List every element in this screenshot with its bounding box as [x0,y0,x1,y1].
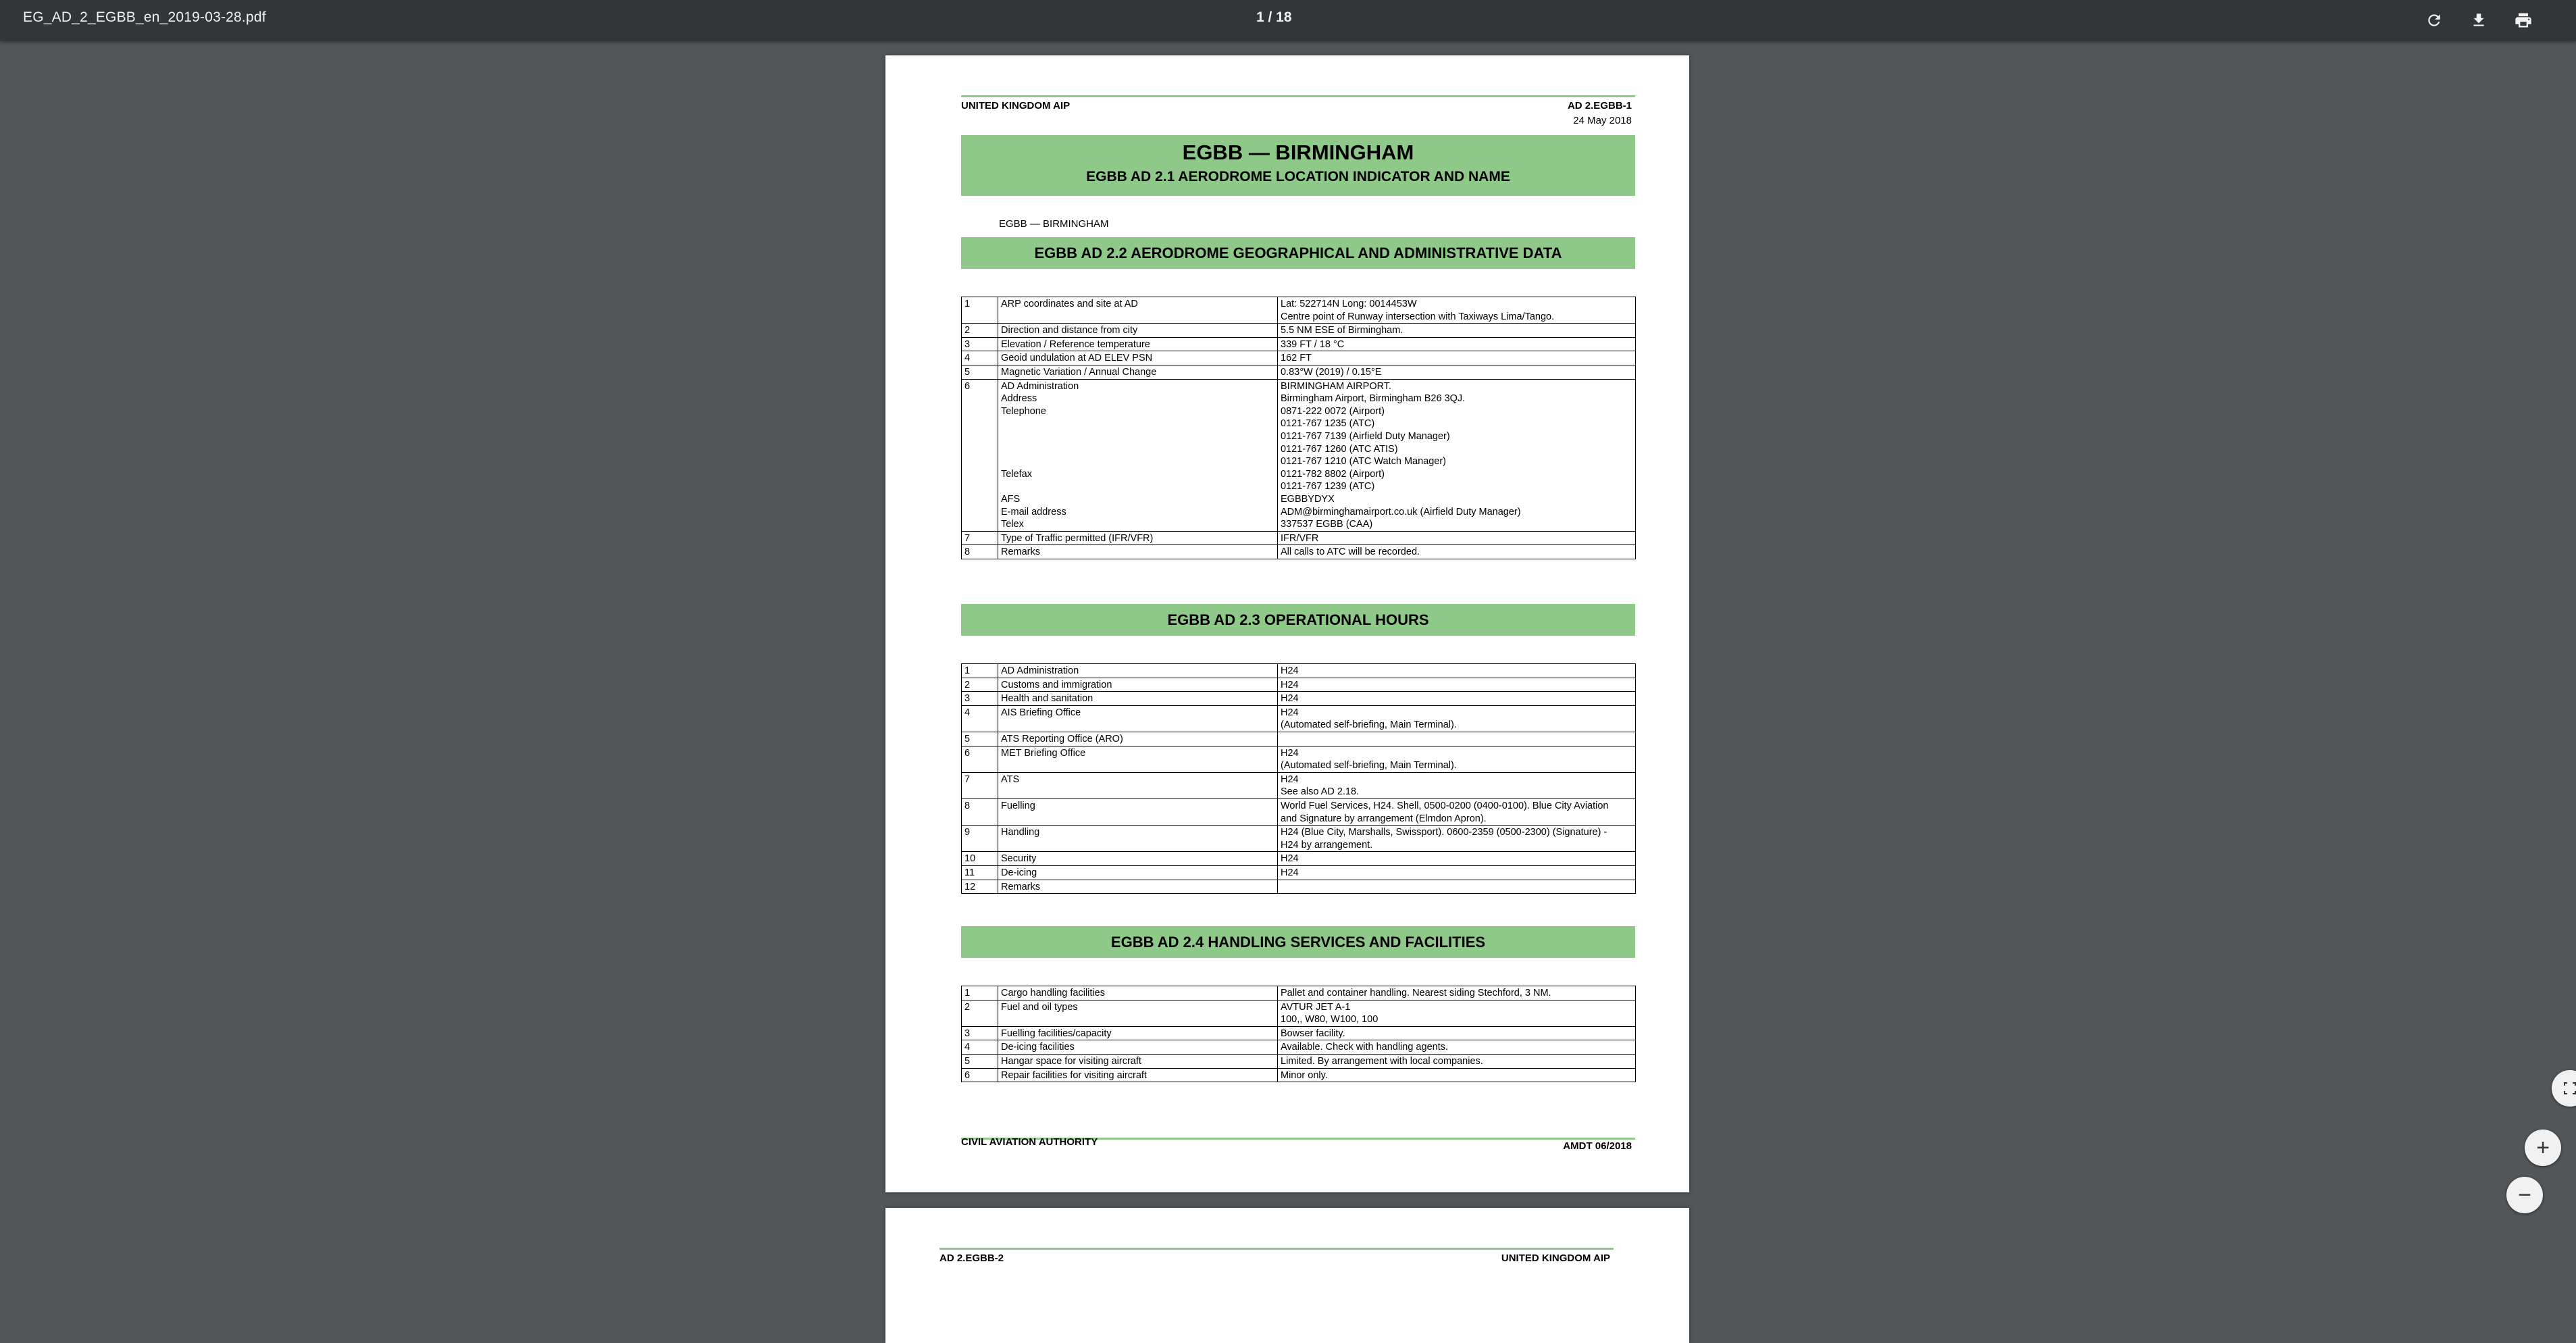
label-line: ATS [1001,774,1020,785]
label-line: Direction and distance from city [1001,325,1138,336]
value-line: 0871-222 0072 (Airport) [1281,405,1385,417]
geo-admin-table [961,297,1636,559]
value-line: Centre point of Runway intersection with Taxiways Lima/Tango. [1281,311,1555,322]
row-label [998,379,1278,531]
page2-header-right: UNITED KINGDOM AIP [1501,1252,1610,1264]
row-number: 1 [962,664,998,678]
label-line [1001,455,1274,468]
row-value [1278,692,1636,706]
row-label [998,351,1278,365]
row-number: 6 [962,746,998,772]
rotate-button[interactable] [2419,5,2449,35]
row-value [1278,852,1636,866]
table-row [962,365,1636,379]
zoom-in-button[interactable] [2525,1130,2561,1166]
section-2-3-heading: EGBB AD 2.3 OPERATIONAL HOURS [961,604,1635,636]
pdf-toolbar [0,0,2576,41]
label-line: E-mail address [1001,506,1066,517]
download-button[interactable] [2464,5,2494,35]
row-value [1278,297,1636,324]
label-line: Hangar space for visiting aircraft [1001,1055,1141,1067]
label-line [1001,443,1274,456]
row-label [998,337,1278,351]
label-line: Telefax [1001,468,1032,480]
row-label [998,1040,1278,1055]
label-line: Address [1001,393,1037,405]
title-band [961,135,1635,196]
row-label [998,732,1278,746]
row-value [1278,705,1636,732]
footer-left: CIVIL AVIATION AUTHORITY [961,1136,1098,1148]
row-number: 7 [962,531,998,545]
print-icon [2514,11,2533,30]
value-line: Minor only. [1281,1069,1328,1081]
label-line: Remarks [1001,881,1041,892]
row-label [998,692,1278,706]
row-value [1278,799,1636,825]
table-row [962,337,1636,351]
label-line: De-icing [1001,867,1037,878]
row-number: 4 [962,1040,998,1055]
label-line: MET Briefing Office [1001,747,1086,759]
label-line: AD Administration [1001,665,1079,676]
value-line: H24 [1281,747,1299,759]
value-line: BIRMINGHAM AIRPORT. [1281,380,1392,392]
table-row [962,379,1636,531]
table-row [962,852,1636,866]
table-row [962,799,1636,825]
row-value [1278,351,1636,365]
row-value [1278,1026,1636,1040]
row-number: 8 [962,545,998,559]
row-value [1278,379,1636,531]
value-line: Bowser facility. [1281,1028,1345,1039]
row-label [998,772,1278,799]
row-value [1278,678,1636,692]
table-row [962,1000,1636,1026]
row-label [998,297,1278,324]
row-label [998,678,1278,692]
label-line: Telex [1001,519,1024,530]
row-value [1278,531,1636,545]
footer-right: AMDT 06/2018 [1563,1140,1632,1152]
row-label [998,705,1278,732]
label-line: AIS Briefing Office [1001,707,1081,718]
page2-header-rule [939,1248,1614,1250]
row-number: 11 [962,865,998,880]
table-row [962,297,1636,324]
value-line: H24 [1281,853,1299,865]
row-value [1278,1040,1636,1055]
value-line [1281,733,1632,746]
row-label [998,826,1278,852]
row-value [1278,1000,1636,1026]
value-line: 0121-767 1260 (ATC ATIS) [1281,443,1398,455]
row-value [1278,732,1636,746]
label-line: Handling [1001,827,1040,838]
pdf-page-2 [885,1208,1689,1343]
table-row [962,732,1636,746]
value-line: H24 [1281,665,1299,676]
fit-page-button[interactable] [2552,1070,2576,1107]
row-label [998,799,1278,825]
table-row [962,545,1636,559]
row-number: 3 [962,1026,998,1040]
value-line: 0121-767 1239 (ATC) [1281,481,1375,492]
page-title: EGBB — BIRMINGHAM [1182,141,1414,164]
value-line: 0121-767 1210 (ATC Watch Manager) [1281,456,1447,467]
label-line: Type of Traffic permitted (IFR/VFR) [1001,532,1154,544]
table-row [962,692,1636,706]
header-right: AD 2.EGBB-1 [1567,100,1632,111]
label-line: De-icing facilities [1001,1042,1075,1053]
value-line: H24 [1281,693,1299,705]
row-label [998,986,1278,1000]
row-label [998,545,1278,559]
value-line: 100,, W80, W100, 100 [1281,1014,1379,1025]
row-number: 12 [962,880,998,894]
row-value [1278,746,1636,772]
row-label [998,1026,1278,1040]
value-line: Lat: 522714N Long: 0014453W [1281,299,1417,309]
value-line: H24 [1281,867,1299,878]
row-value [1278,1068,1636,1082]
value-line: Pallet and container handling. Nearest siding Stechford, 3 NM. [1281,988,1551,998]
row-number: 5 [962,1054,998,1068]
value-line: 337537 EGBB (CAA) [1281,519,1373,530]
zoom-out-button[interactable] [2506,1177,2543,1213]
row-label [998,852,1278,866]
row-value [1278,986,1636,1000]
pdf-page-1 [885,55,1689,1192]
row-number: 6 [962,379,998,531]
document-title: EG_AD_2_EGBB_en_2019-03-28.pdf [23,9,266,25]
value-line: 0.83°W (2019) / 0.15°E [1281,366,1382,378]
table-row [962,1054,1636,1068]
zoom-out-icon: − [2518,1182,2531,1208]
label-line: Fuelling facilities/capacity [1001,1028,1112,1039]
label-line: AFS [1001,493,1021,505]
value-line: H24 (Blue City, Marshalls, Swissport). 0600-2359 (0500-2300) (Signature) - [1281,827,1607,838]
label-line: Security [1001,853,1037,865]
row-label [998,865,1278,880]
handling-services-table [961,986,1636,1082]
value-line [1281,881,1632,894]
label-line [1001,417,1274,430]
row-number: 3 [962,692,998,706]
label-line: AD Administration [1001,380,1079,392]
section-2-4-heading: EGBB AD 2.4 HANDLING SERVICES AND FACILITIES [961,926,1635,958]
row-label [998,324,1278,338]
row-value [1278,337,1636,351]
table-row [962,705,1636,732]
print-button[interactable] [2508,5,2538,35]
download-icon [2470,11,2488,29]
table-row [962,1040,1636,1055]
row-number: 3 [962,337,998,351]
table-row [962,1026,1636,1040]
label-line: Elevation / Reference temperature [1001,338,1150,350]
table-row [962,1068,1636,1082]
value-line: Limited. By arrangement with local companies. [1281,1055,1483,1067]
label-line: Telephone [1001,405,1046,417]
section-2-2-heading: EGBB AD 2.2 AERODROME GEOGRAPHICAL AND ADMINISTRATIVE DATA [961,237,1635,269]
row-number: 2 [962,678,998,692]
label-line [1001,430,1274,443]
row-number: 10 [962,852,998,866]
value-line: (Automated self-briefing, Main Terminal). [1281,719,1457,731]
row-number: 8 [962,799,998,825]
value-line: and Signature by arrangement (Elmdon Apron). [1281,813,1487,824]
table-row [962,678,1636,692]
value-line: 0121-767 1235 (ATC) [1281,418,1375,430]
row-value [1278,365,1636,379]
value-line: Birmingham Airport, Birmingham B26 3QJ. [1281,393,1466,405]
value-line: 0121-782 8802 (Airport) [1281,468,1385,480]
table-row [962,531,1636,545]
value-line: World Fuel Services, H24. Shell, 0500-0200 (0400-0100). Blue City Aviation [1281,800,1609,811]
row-label [998,365,1278,379]
zoom-in-icon: + [2536,1134,2550,1161]
value-line: H24 by arrangement. [1281,839,1373,851]
value-line: All calls to ATC will be recorded. [1281,547,1420,558]
table-row [962,865,1636,880]
value-line: 162 FT [1281,353,1312,364]
row-number: 1 [962,297,998,324]
label-line [1001,480,1274,493]
row-value [1278,664,1636,678]
header-rule [961,95,1635,97]
row-label [998,1054,1278,1068]
location-name: EGBB — BIRMINGHAM [999,218,1109,230]
value-line: EGBBYDYX [1281,493,1335,505]
label-line: Repair facilities for visiting aircraft [1001,1069,1147,1081]
value-line: (Automated self-briefing, Main Terminal). [1281,760,1457,771]
row-number: 1 [962,986,998,1000]
row-value [1278,865,1636,880]
table-row [962,772,1636,799]
label-line: Magnetic Variation / Annual Change [1001,366,1157,378]
value-line: H24 [1281,707,1299,718]
label-line: ARP coordinates and site at AD [1001,299,1138,309]
row-number: 5 [962,365,998,379]
value-line: 5.5 NM ESE of Birmingham. [1281,325,1403,336]
row-label [998,746,1278,772]
label-line: Customs and immigration [1001,679,1112,690]
row-value [1278,545,1636,559]
value-line: AVTUR JET A-1 [1281,1001,1351,1013]
row-label [998,1000,1278,1026]
row-number: 2 [962,1000,998,1026]
row-number: 9 [962,826,998,852]
label-line: Fuelling [1001,800,1035,811]
table-row [962,880,1636,894]
label-line: Remarks [1001,547,1041,558]
value-line: Available. Check with handling agents. [1281,1042,1449,1053]
header-left: UNITED KINGDOM AIP [961,100,1071,111]
row-label [998,1068,1278,1082]
row-value [1278,1054,1636,1068]
row-label [998,880,1278,894]
row-label [998,531,1278,545]
value-line: ADM@birminghamairport.co.uk (Airfield Duty Manager) [1281,506,1521,517]
value-line: 339 FT / 18 °C [1281,338,1345,350]
section-2-1-heading: EGBB AD 2.1 AERODROME LOCATION INDICATOR AND NAME [1086,169,1510,184]
header-date: 24 May 2018 [1573,115,1632,126]
row-value [1278,772,1636,799]
row-number: 4 [962,351,998,365]
page-indicator[interactable]: 1 / 18 [1256,9,1292,25]
table-row [962,826,1636,852]
table-row [962,746,1636,772]
value-line: 0121-767 7139 (Airfield Duty Manager) [1281,430,1450,442]
table-row [962,986,1636,1000]
label-line: ATS Reporting Office (ARO) [1001,733,1123,744]
row-number: 5 [962,732,998,746]
row-number: 7 [962,772,998,799]
row-number: 4 [962,705,998,732]
row-label [998,664,1278,678]
row-number: 2 [962,324,998,338]
operational-hours-table [961,663,1636,894]
table-row [962,324,1636,338]
fit-page-icon [2562,1080,2576,1096]
label-line: Health and sanitation [1001,693,1093,705]
value-line: H24 [1281,774,1299,785]
value-line: IFR/VFR [1281,532,1319,544]
row-value [1278,826,1636,852]
rotate-icon [2425,11,2443,29]
row-value [1278,324,1636,338]
table-row [962,351,1636,365]
value-line: H24 [1281,679,1299,690]
label-line: Cargo handling facilities [1001,988,1105,998]
label-line: Fuel and oil types [1001,1001,1078,1013]
table-row [962,664,1636,678]
label-line: Geoid undulation at AD ELEV PSN [1001,353,1153,364]
row-value [1278,880,1636,894]
page2-header-left: AD 2.EGBB-2 [939,1252,1004,1264]
value-line: See also AD 2.18. [1281,786,1360,798]
row-number: 6 [962,1068,998,1082]
